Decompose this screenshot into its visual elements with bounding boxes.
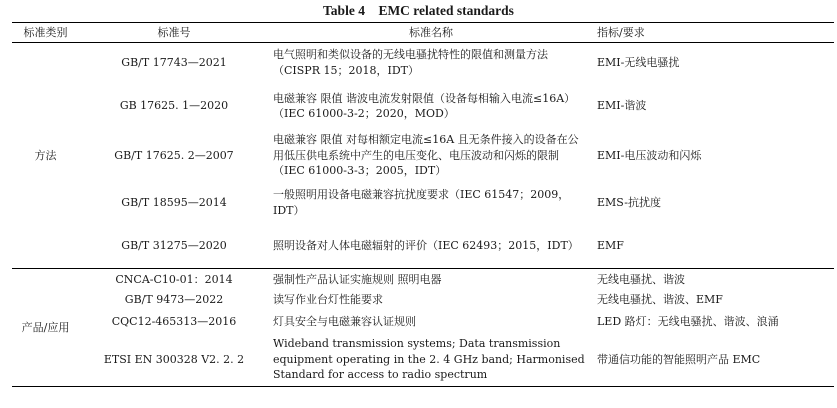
standard-number: ETSI EN 300328 V2. 2. 2 [103,352,245,366]
standard-number: CQC12-465313—2016 [111,314,237,328]
indicator: 无线电骚扰、谐波、EMF [597,293,723,307]
table-row [12,269,834,290]
table-row [12,311,834,333]
standard-name: 强制性产品认证实施规则 照明电器 [273,272,442,286]
standard-name: Wideband transmission systems; Data transmission equipment operating in the 2. 4 GHz band; Harmonised Standard for access to radio spectrum [273,337,585,381]
standard-name: 一般照明用设备电磁兼容抗扰度要求（IEC 61547；2009，IDT） [273,188,570,217]
indicator: 带通信功能的智能照明产品 EMC [597,352,761,366]
table-row [12,130,834,182]
standard-number: CNCA-C10-01：2014 [115,272,233,286]
indicator: EMI-谐波 [597,99,647,113]
standard-number: GB/T 17625. 2—2007 [114,148,234,162]
header-category: 标准类别 [23,25,68,39]
table-caption: Table 4 EMC related standards [323,3,514,18]
standard-number: GB/T 18595—2014 [121,195,227,209]
standard-number: GB/T 9473—2022 [124,293,224,307]
standard-name: 电磁兼容 限值 对每相额定电流≤16A 且无条件接入的设备在公用低压供电系统中产生的电压变化、电压波动和闪烁的限制（IEC 61000-3-3；2005，IDT） [273,133,579,178]
table-row [12,224,834,269]
standard-number: GB 17625. 1—2020 [119,99,229,113]
indicator: EMS-抗扰度 [597,195,661,209]
standard-number: GB/T 31275—2020 [121,239,227,252]
indicator: EMI-无线电骚扰 [597,56,680,69]
indicator: LED 路灯：无线电骚扰、谐波、浪涌 [597,314,779,328]
header-standard-name: 标准名称 [409,25,453,39]
category-cell: 方法 [34,148,57,162]
table-header-row [12,23,834,43]
indicator: EMF [597,239,624,252]
table-row [12,83,834,130]
standard-name: 照明设备对人体电磁辐射的评价（IEC 62493；2015，IDT） [273,239,579,252]
table-row [12,182,834,224]
table-row [12,333,834,387]
table-row [12,290,834,311]
standard-number: GB/T 17743—2021 [121,56,227,69]
indicator: 无线电骚扰、谐波 [597,272,685,286]
header-standard-number: 标准号 [157,25,191,39]
standard-name: 电磁兼容 限值 谐波电流发射限值（设备每相输入电流≤16A）（IEC 61000-3-2；2020，MOD） [273,91,576,120]
standard-name: 灯具安全与电磁兼容认证规则 [273,314,416,328]
standard-name: 电气照明和类似设备的无线电骚扰特性的限值和测量方法（CISPR 15；2018，IDT） [273,48,548,77]
table-row [12,43,834,83]
header-indicator: 指标/要求 [597,25,645,39]
standard-name: 读写作业台灯性能要求 [273,293,383,307]
indicator: EMI-电压波动和闪烁 [597,148,702,162]
emc-standards-table [12,22,834,387]
category-cell: 产品/应用 [21,320,70,334]
